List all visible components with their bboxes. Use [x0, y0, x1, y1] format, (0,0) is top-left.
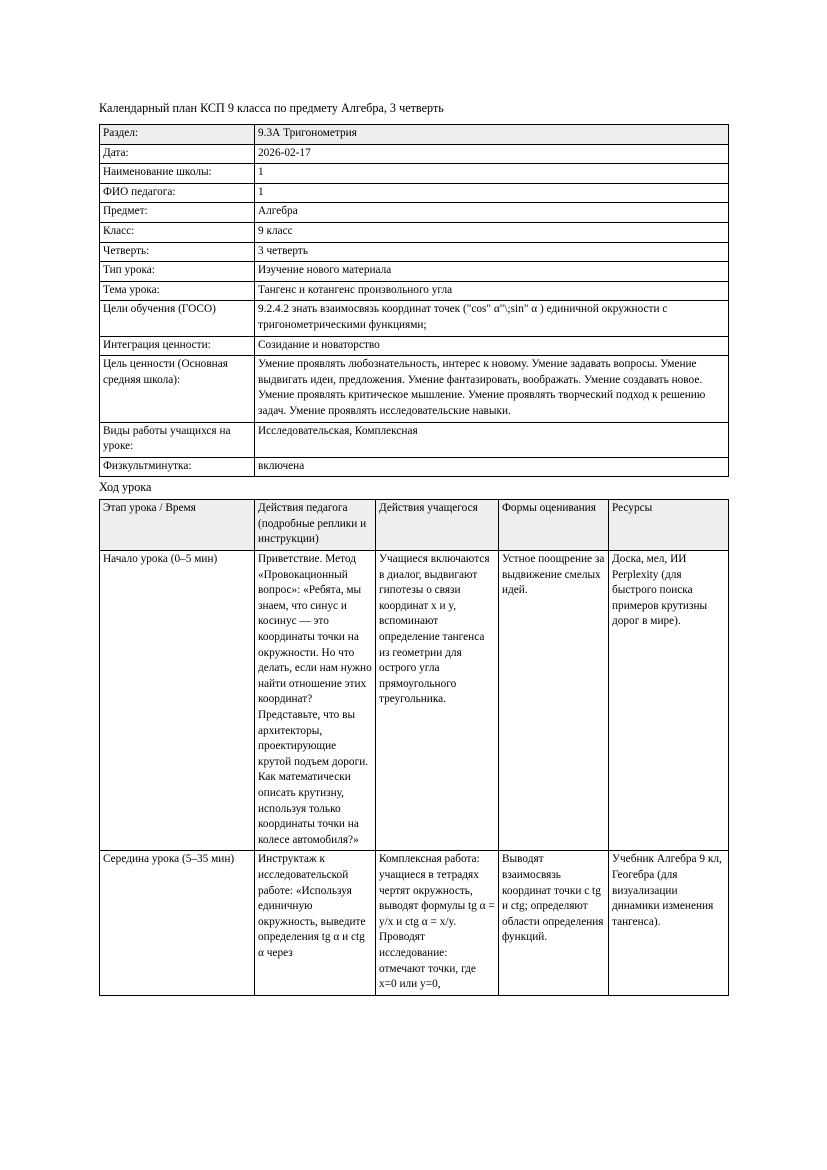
info-row-value: 1: [255, 164, 729, 184]
info-row-value: Исследовательская, Комплексная: [255, 422, 729, 457]
info-row: [100, 336, 729, 356]
flow-resources-cell: Учебник Алгебра 9 кл, Геогебра (для визуализации динамики изменения тангенса).: [609, 851, 729, 995]
info-row-value: 9.3А Тригонометрия: [255, 125, 729, 145]
info-row-value: 9.2.4.2 знать взаимосвязь координат точек ("cos" α"\;sin" α ) единичной окружности с тригонометрическими функциями;: [255, 301, 729, 336]
page-title: Календарный план КСП 9 класса по предмету Алгебра, 3 четверть: [99, 101, 444, 115]
info-row-value: 9 класс: [255, 222, 729, 242]
flow-header-cell: Ресурсы: [609, 500, 729, 551]
info-row-label: Раздел:: [100, 125, 255, 145]
flow-student-cell: Комплексная работа: учащиеся в тетрадях чертят окружность, выводят формулы tg α = y/x и ctg α = x/y. Проводят исследование: отмечают точки, где x=0 или y=0,: [376, 851, 499, 995]
info-row-label: Виды работы учащихся на уроке:: [100, 422, 255, 457]
info-row-label: Класс:: [100, 222, 255, 242]
lesson-info-table-body: [100, 125, 729, 477]
lesson-flow-table-header: [100, 500, 729, 551]
info-row: [100, 164, 729, 184]
lesson-flow-table-body: [100, 551, 729, 996]
info-row: [100, 262, 729, 282]
info-row-value: 2026-02-17: [255, 144, 729, 164]
info-row: [100, 203, 729, 223]
flow-assessment-cell: Выводят взаимосвязь координат точки с tg и ctg; определяют области определения функций.: [499, 851, 609, 995]
flow-stage-cell: Начало урока (0–5 мин): [100, 551, 255, 851]
flow-row: [100, 551, 729, 851]
info-row-label: Наименование школы:: [100, 164, 255, 184]
info-row-value: 1: [255, 183, 729, 203]
flow-header-cell: Формы оценивания: [499, 500, 609, 551]
info-row-label: Интеграция ценности:: [100, 336, 255, 356]
info-row-label: Цели обучения (ГОСО): [100, 301, 255, 336]
info-row-value: Созидание и новаторство: [255, 336, 729, 356]
info-row-label: Четверть:: [100, 242, 255, 262]
flow-header-cell: Действия учащегося: [376, 500, 499, 551]
info-row: [100, 125, 729, 145]
flow-assessment-cell: Устное поощрение за выдвижение смелых идей.: [499, 551, 609, 851]
flow-header-row: [100, 500, 729, 551]
info-row-label: Тема урока:: [100, 281, 255, 301]
info-row-value: Алгебра: [255, 203, 729, 223]
flow-row: [100, 851, 729, 995]
info-row: [100, 222, 729, 242]
flow-teacher-cell: Инструктаж к исследовательской работе: «Используя единичную окружность, выведите определения tg α и ctg α через: [255, 851, 376, 995]
info-row-label: Физкультминутка:: [100, 457, 255, 477]
flow-student-cell: Учащиеся включаются в диалог, выдвигают гипотезы о связи координат x и y, вспоминают определение тангенса из геометрии для острого угла прямоугольного треугольника.: [376, 551, 499, 851]
info-row-value: включена: [255, 457, 729, 477]
info-row: [100, 183, 729, 203]
info-row-label: Тип урока:: [100, 262, 255, 282]
info-row: [100, 281, 729, 301]
info-row-value: Тангенс и котангенс произвольного угла: [255, 281, 729, 301]
flow-header-cell: Действия педагога (подробные реплики и инструкции): [255, 500, 376, 551]
info-row-label: Цель ценности (Основная средняя школа):: [100, 356, 255, 422]
lesson-info-table: [99, 124, 729, 477]
info-row: [100, 242, 729, 262]
info-row: [100, 144, 729, 164]
info-row-label: Предмет:: [100, 203, 255, 223]
flow-stage-cell: Середина урока (5–35 мин): [100, 851, 255, 995]
info-row-value: Изучение нового материала: [255, 262, 729, 282]
info-row-label: ФИО педагога:: [100, 183, 255, 203]
info-row-value: 3 четверть: [255, 242, 729, 262]
flow-header-cell: Этап урока / Время: [100, 500, 255, 551]
info-row: [100, 301, 729, 336]
lesson-flow-table: [99, 499, 729, 995]
lesson-flow-heading: Ход урока: [99, 480, 152, 495]
info-row-value: Умение проявлять любознательность, интерес к новому. Умение задавать вопросы. Умение выдвигать идеи, предложения. Умение фантазировать, воображать. Умение создавать новое. Умение проявлять критическое мышление. Умение проявлять творческий подход к решению задач. Умение проявлять исследовательские навыки.: [255, 356, 729, 422]
info-row-label: Дата:: [100, 144, 255, 164]
info-row: [100, 356, 729, 422]
info-row: [100, 457, 729, 477]
info-row: [100, 422, 729, 457]
flow-teacher-cell: Приветствие. Метод «Провокационный вопрос»: «Ребята, мы знаем, что синус и косинус — это координаты точки на окружности. Но что делать, если нам нужно найти отношение этих координат? Представьте, что вы архитекторы, проектирующие крутой подъем дороги. Как математически описать крутизну, используя только координаты точки на колесе автомобиля?»: [255, 551, 376, 851]
flow-resources-cell: Доска, мел, ИИ Perplexity (для быстрого поиска примеров крутизны дорог в мире).: [609, 551, 729, 851]
document-content: [99, 100, 728, 996]
